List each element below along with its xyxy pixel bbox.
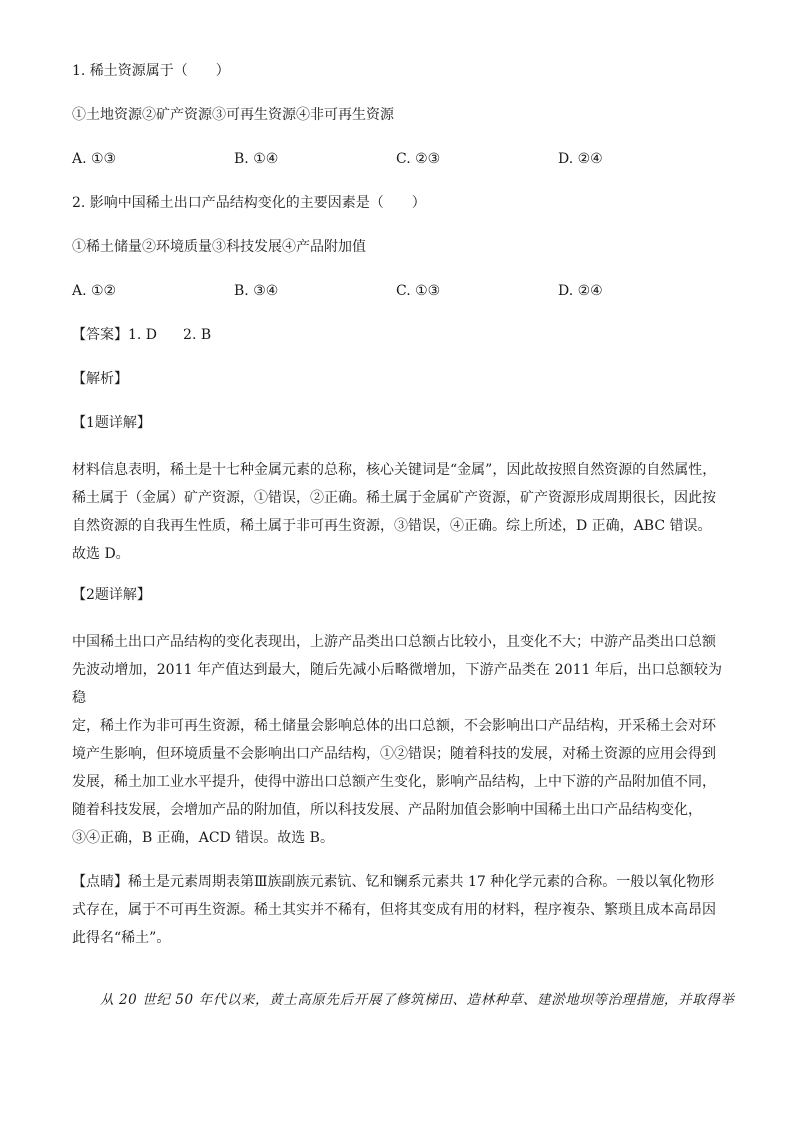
q1-option-b: B. ①④ <box>234 151 279 167</box>
detail2-line: 先波动增加，2011 年产值达到最大，随后先减小后略微增加，下游产品类在 2011 年后，出口总额较为稳 <box>72 662 722 706</box>
detail2-tag: 【2题详解】 <box>72 587 151 603</box>
detail1-line: 故选 D。 <box>72 546 130 562</box>
q1-options <box>72 148 722 170</box>
q2-option-d: D. ②④ <box>558 283 603 299</box>
detail1-line: 稀土属于（金属）矿产资源，①错误，②正确。稀土属于金属矿产资源，矿产资源形成周期很长，因此按 <box>72 490 716 506</box>
answer-row <box>72 324 722 346</box>
q2-stem: 2. 影响中国稀土出口产品结构变化的主要因素是（ ） <box>72 195 426 211</box>
answer-2: 2. B <box>183 327 212 343</box>
detail2-line: 定，稀土作为非可再生资源，稀土储量会影响总体的出口总额，不会影响出口产品结构，开采稀土会对环 <box>72 718 716 734</box>
q2-option-b: B. ③④ <box>234 283 279 299</box>
q1-option-c: C. ②③ <box>396 151 441 167</box>
q2-options <box>72 280 722 302</box>
detail2-line: 中国稀土出口产品结构的变化表现出，上游产品类出口总额占比较小，且变化不大；中游产品类出口总额 <box>72 634 716 650</box>
detail2-line: 发展，稀土加工业水平提升，使得中游出口总额产生变化，影响产品结构，上中下游的产品附加值不同， <box>72 774 716 790</box>
analysis-tag: 【解析】 <box>72 371 128 387</box>
next-passage: 从 20 世纪 50 年代以来，黄土高原先后开展了修筑梯田、造林种草、建淤地坝等治理措施，并取得举 <box>100 992 735 1008</box>
detail2-line: ③④正确，B 正确，ACD 错误。故选 B。 <box>72 830 334 846</box>
document-page <box>72 60 722 968</box>
detail1-line: 材料信息表明，稀土是十七种金属元素的总称，核心关键词是“金属”，因此故按照自然资源的自然属性， <box>72 462 717 478</box>
tip-paragraph <box>72 868 722 952</box>
detail1-line: 自然资源的自我再生性质，稀土属于非可再生资源，③错误，④正确。综上所述，D 正确，ABC 错误。 <box>72 518 712 534</box>
q1-choices: ①土地资源②矿产资源③可再生资源④非可再生资源 <box>72 107 394 123</box>
tip-line: 式存在，属于不可再生资源。稀土其实并不稀有，但将其变成有用的材料，程序複杂、繁琐且成本高昂因 <box>72 902 716 918</box>
tip-line: 此得名“稀土”。 <box>72 930 171 946</box>
q2-option-a: A. ①② <box>72 283 117 299</box>
q1-option-d: D. ②④ <box>558 151 603 167</box>
detail2-paragraph <box>72 628 722 852</box>
detail1-tag: 【1题详解】 <box>72 415 151 431</box>
detail1-paragraph <box>72 456 722 568</box>
detail2-line: 境产生影响，但环境质量不会影响出口产品结构，①②错误；随着科技的发展，对稀土资源的应用会得到 <box>72 746 716 762</box>
q1-stem: 1. 稀土资源属于（ ） <box>72 63 230 79</box>
q2-option-c: C. ①③ <box>396 283 441 299</box>
detail2-line: 随着科技发展，会增加产品的附加值，所以科技发展、产品附加值会影响中国稀土出口产品结构变化， <box>72 802 702 818</box>
answer-tag: 【答案】 <box>72 327 128 343</box>
q1-option-a: A. ①③ <box>72 151 117 167</box>
q2-choices: ①稀土储量②环境质量③科技发展④产品附加值 <box>72 239 366 255</box>
tip-line: 【点睛】稀土是元素周期表第Ⅲ族副族元素钪、钇和镧系元素共 17 种化学元素的合称。一般以氧化物形 <box>72 874 715 890</box>
answer-1: 1. D <box>128 327 158 343</box>
